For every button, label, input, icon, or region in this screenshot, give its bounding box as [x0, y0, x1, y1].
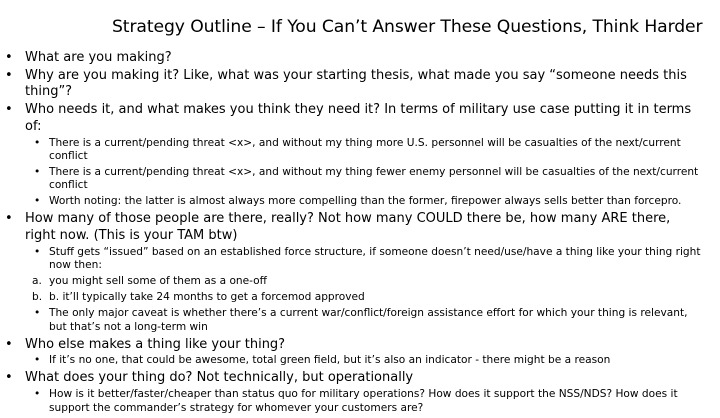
sub-bullet-text: Stuff gets “issued” based on an established force structure, if someone doesn’t need/use/have a thing like your thing right now then: — [49, 245, 701, 272]
bullet-text: How many of those people are there, really? Not how many COULD there be, how many ARE there, right now. (This is your TAM btw) — [25, 211, 671, 243]
bullet-text: What does your thing do? Not technically, but operationally — [25, 370, 414, 386]
bullet-marker: • — [5, 211, 13, 227]
sub-bullet-marker: • — [34, 245, 41, 258]
sub-bullet-item — [0, 166, 701, 193]
bullet-marker: • — [5, 50, 13, 65]
bullet-item — [0, 370, 693, 387]
bullet-list — [0, 50, 720, 418]
bullet-marker: • — [5, 370, 13, 386]
letter-marker: a. — [32, 275, 42, 288]
bullet-item — [0, 211, 693, 244]
bullet-text: Why are you making it? Like, what was your starting thesis, what made you say “someone needs this thing”? — [25, 67, 687, 100]
lettered-text: b. it’ll typically take 24 months to get a forcemod approved — [49, 291, 365, 304]
bullet-marker: • — [5, 336, 13, 352]
sub-bullet-marker: • — [34, 354, 41, 367]
sub-bullet-text: There is a current/pending threat <x>, and without my thing fewer enemy personnel will be casualties of the next/current conflict — [49, 165, 699, 192]
bullet-text: What are you making? — [25, 50, 172, 65]
lettered-text: you might sell some of them as a one-off — [49, 275, 267, 288]
sub-bullet-text: The only major caveat is whether there’s a current war/conflict/foreign assistance effort for which your thing is relevant, but that’s not a long-term win — [49, 307, 688, 333]
bullet-item — [0, 50, 693, 67]
slide-title: Strategy Outline – If You Can’t Answer These Questions, Think Harder — [112, 17, 703, 37]
sub-bullet-text: If it’s no one, that could be awesome, total green field, but it’s also an indicator - there might be a reason — [49, 354, 611, 367]
sub-bullet-marker: • — [34, 165, 41, 178]
bullet-text: Who else makes a thing like your thing? — [25, 336, 286, 352]
bullet-item — [0, 337, 693, 354]
bullet-marker: • — [5, 102, 13, 118]
sub-bullet-item — [0, 307, 701, 334]
sub-bullet-item — [0, 195, 701, 208]
sub-bullet-marker: • — [34, 388, 41, 401]
sub-bullet-text: Worth noting: the latter is almost always more compelling than the former, firepower always sells better than forcepro. — [49, 195, 682, 208]
sub-bullet-marker: • — [34, 136, 41, 149]
sub-bullet-marker: • — [34, 307, 41, 320]
lettered-item — [0, 291, 701, 304]
sub-bullet-item — [0, 388, 701, 415]
bullet-text: Who needs it, and what makes you think they need it? In terms of military use case putting it in terms of: — [25, 102, 692, 134]
sub-bullet-item — [0, 354, 701, 367]
bullet-item — [0, 68, 693, 101]
sub-bullet-marker: • — [34, 195, 41, 208]
lettered-item — [0, 275, 701, 288]
bullet-marker: • — [5, 67, 13, 83]
sub-bullet-text: There is a current/pending threat <x>, and without my thing more U.S. personnel will be casualties of the next/current conflict — [49, 136, 681, 162]
sub-bullet-item — [0, 246, 701, 273]
sub-bullet-text: How is it better/faster/cheaper than status quo for military operations? How does it support the NSS/NDS? How does it support the commander’s strategy for whomever your customers are? — [49, 388, 678, 414]
letter-marker: b. — [32, 291, 43, 304]
bullet-item — [0, 102, 693, 135]
sub-bullet-item — [0, 137, 701, 164]
